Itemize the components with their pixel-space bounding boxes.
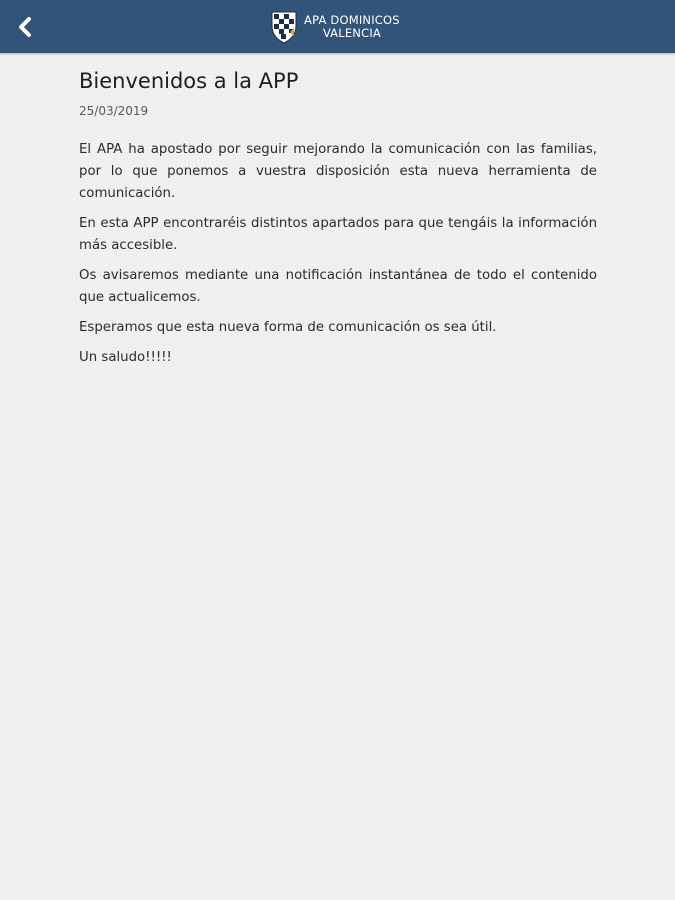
chevron-left-icon [16,16,34,38]
brand-line-1: APA DOMINICOS [304,13,400,27]
article-paragraph-2: En esta APP encontraréis distintos apartados para que tengáis la información más accesible. [79,216,597,253]
article-title: Bienvenidos a la APP [79,69,299,93]
back-button[interactable] [0,0,50,53]
top-app-bar [0,0,675,53]
article [79,64,597,377]
brand-name [304,14,400,40]
school-crest-icon [270,10,298,44]
article-body [79,139,597,369]
brand-logo [270,9,400,45]
article-date: 25/03/2019 [79,104,149,118]
article-paragraph-1: El APA ha apostado por seguir mejorando la comunicación con las familias, por lo que ponemos a vuestra disposición esta nueva herramienta de comunicación. [79,142,597,201]
article-paragraph-4: Esperamos que esta nueva forma de comunicación os sea útil. [79,320,497,335]
brand-line-2: VALENCIA [322,26,381,40]
article-paragraph-5: Un saludo!!!!! [79,350,172,365]
article-paragraph-3: Os avisaremos mediante una notificación instantánea de todo el contenido que actualicemos. [79,268,597,305]
